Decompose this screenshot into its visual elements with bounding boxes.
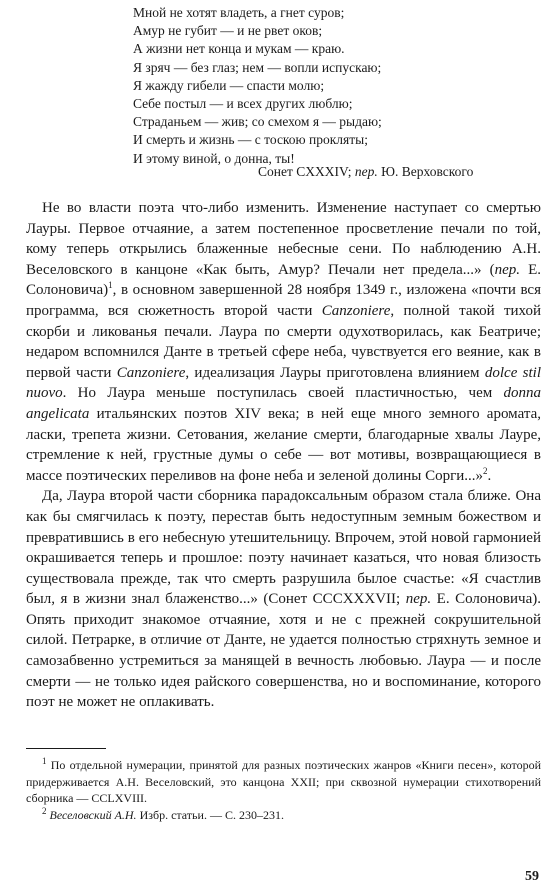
- footnote-mark: 2: [42, 805, 47, 816]
- poem-line: А жизни нет конца и мукам — краю.: [133, 41, 345, 57]
- poem-line: Я жажду гибели — спасти молю;: [133, 77, 325, 93]
- text-run: . Но Лаура меньше поступилась своей пластичностью, чем: [62, 385, 504, 402]
- footnotes: [26, 757, 541, 823]
- text-run-italic: Canzoniere: [321, 302, 391, 319]
- text-run: Не во власти поэта что-либо изменить. Изменение наступает со смертью Лауры. Первое отчаяние, а затем постепенное просветление печали по той, кому теперь открылись блаженные небесные сени. По наблюдению А.Н. Веселовского в канцоне «Как быть, Амур? Печали нет предела...» (: [26, 200, 541, 278]
- text-run: Да, Лаура второй части сборника парадоксальным образом стала ближе. Она как бы смягчилась к поэту, перестав быть недоступным земным божеством и превратившись в его небесную утешительницу. Впрочем, этой новой гармонией окрашивается теперь и прошлое: поэту начинает казаться, что новая близость существовала прежде, так что смерть разрушила былое счастье: «Я счастлив был, я в жизни знал блаженство...» (Сонет CCCXXXVII;: [26, 488, 541, 608]
- footnote-mark: 1: [42, 756, 47, 766]
- text-run: , идеализация Лауры приготовлена влиянием: [185, 364, 485, 381]
- footnote-divider: [26, 748, 106, 749]
- page-number: 59: [525, 869, 539, 884]
- footnote-author: Веселовский А.Н.: [46, 807, 137, 822]
- text-run: , в основном завершенной 28 ноября 1349 г., изложена «почти вся программа, вся сюжетность второй части: [26, 282, 541, 319]
- poem-line: И смерть и жизнь — с тоскою прокляты;: [133, 132, 368, 148]
- text-run-italic: пер.: [405, 591, 432, 608]
- text-run: итальянских поэтов XIV века; в ней еще много земного аромата, ласки, трепета жизни. Сетования, желание смерти, благодарные хвалы Лауре, стремление к ней, грустные думы о себе — вот мотивы, возвращающиеся в массе поэтических переливов на фоне неба и зеленой долины Сорги...»: [26, 405, 541, 484]
- paragraph: [26, 486, 541, 713]
- attribution-translator: Ю. Верховского: [377, 164, 474, 179]
- poem-epigraph: [133, 4, 533, 168]
- attribution-translator-prefix: пер.: [354, 164, 378, 179]
- text-run-italic: dolce stil nuovo: [26, 364, 542, 402]
- poem-line: Себе постыл — и всех других люблю;: [133, 96, 353, 112]
- poem-line: Я зряч — без глаз; нем — вопли испускаю;: [133, 59, 382, 75]
- poem-line: И этому виной, о донна, ты!: [133, 150, 295, 166]
- poem-attribution: [258, 164, 473, 180]
- paragraph: [26, 198, 541, 486]
- footnote-ref: 1: [108, 280, 113, 291]
- footnote-1: [26, 757, 541, 807]
- footnote-2: [26, 807, 541, 824]
- footnote-text: По отдельной нумерации, принятой для разных поэтических жанров «Книги песен», которой придерживается А.Н. Веселовский, это канцона XXII; при сквозной нумерации стихотворений сборника — CCLXVIII.: [26, 758, 541, 805]
- poem-line: Мной не хотят владеть, а гнет суров;: [133, 5, 345, 20]
- text-run-italic: donna angelicata: [26, 385, 541, 422]
- poem-line: Страданьем — жив; со смехом я — рыдаю;: [133, 114, 382, 130]
- footnote-ref: 2: [483, 465, 488, 476]
- text-run: .: [487, 467, 492, 484]
- attribution-sonnet: Сонет CXXXIV;: [258, 164, 355, 179]
- text-run: , полной такой тихой скорби и ликованья печали. Лаура по смерти одухотворилась, как Беатриче; недаром вспомнился Данте в третьей сфере неба, чувствуется его веяние, как в первой части: [26, 302, 541, 381]
- footnote-text: Избр. статьи. — С. 230–231.: [136, 807, 284, 822]
- text-run-italic: пер.: [494, 261, 521, 278]
- text-run: Е. Солоновича): [26, 261, 541, 299]
- text-run-italic: Canzoniere: [116, 364, 186, 381]
- poem-line: Амур не губит — и не рвет оков;: [133, 23, 323, 39]
- text-run: Е. Солоновича). Опять приходит знакомое отчаяние, хотя и не с прежней сокрушительной силой. Петрарке, в отличие от Данте, не удается полностью стряхнуть земное и самозабвенно устремиться за манящей в вечность любовью. Лаура — и после смерти — не только идея райского совершенства, но и воспоминание, которого поэт не может не оплакивать.: [26, 591, 541, 711]
- main-text: [26, 198, 541, 713]
